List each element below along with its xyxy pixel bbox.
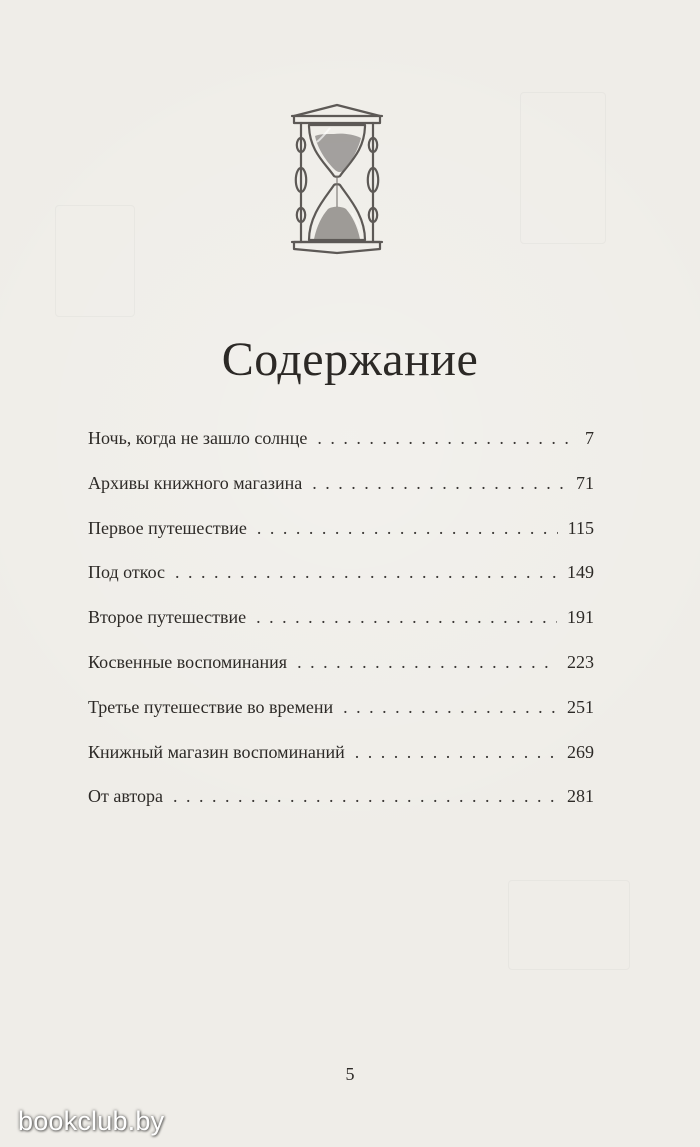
toc-entry-page: 191 xyxy=(567,607,594,628)
toc-leader-dots xyxy=(175,562,557,583)
toc-leader-dots xyxy=(343,697,557,718)
toc-entry-title: Второе путешествие xyxy=(88,607,247,628)
page-title: Содержание xyxy=(221,333,479,386)
toc-leader-dots xyxy=(257,518,558,539)
toc-entry-title: Первое путешествие xyxy=(88,517,247,538)
page-bleed-bottom xyxy=(508,880,630,970)
table-of-contents xyxy=(88,428,594,831)
watermark: bookclub.by xyxy=(18,1106,165,1136)
toc-entry xyxy=(88,652,594,697)
toc-leader-dots xyxy=(256,607,557,628)
toc-leader-dots xyxy=(317,428,570,449)
toc-entry xyxy=(88,786,594,831)
toc-entry-title: Косвенные воспоминания xyxy=(88,651,288,672)
toc-entry xyxy=(88,607,594,652)
toc-leader-dots xyxy=(297,652,557,673)
toc-entry-title: Книжный магазин воспоминаний xyxy=(88,741,345,762)
page-bleed-right xyxy=(520,92,606,244)
toc-leader-dots xyxy=(173,786,557,807)
toc-entry xyxy=(88,742,594,787)
toc-entry-page: 281 xyxy=(567,786,594,807)
toc-entry-title: Третье путешествие во времени xyxy=(88,696,334,717)
toc-entry-title: Ночь, когда не зашло солнце xyxy=(88,428,308,448)
toc-entry-page: 149 xyxy=(567,562,594,583)
toc-entry-title: Архивы книжного магазина xyxy=(88,472,303,493)
toc-entry xyxy=(88,518,594,563)
hourglass-icon xyxy=(284,103,390,255)
toc-entry-page: 251 xyxy=(567,696,594,717)
toc-entry-page: 71 xyxy=(576,472,594,493)
toc-entry xyxy=(88,473,594,518)
toc-entry-title: От автора xyxy=(88,786,164,807)
toc-entry-page: 7 xyxy=(585,428,594,448)
toc-leader-dots xyxy=(312,473,566,494)
toc-entry-page: 269 xyxy=(567,741,594,762)
toc-entry-page: 115 xyxy=(567,517,594,538)
toc-entry-title: Под откос xyxy=(88,562,166,583)
page-bleed-left xyxy=(55,205,135,317)
toc-entry xyxy=(88,428,594,473)
page-number: 5 xyxy=(345,1064,355,1084)
toc-entry xyxy=(88,562,594,607)
toc-entry xyxy=(88,697,594,742)
toc-leader-dots xyxy=(355,742,557,763)
toc-entry-page: 223 xyxy=(567,651,594,672)
